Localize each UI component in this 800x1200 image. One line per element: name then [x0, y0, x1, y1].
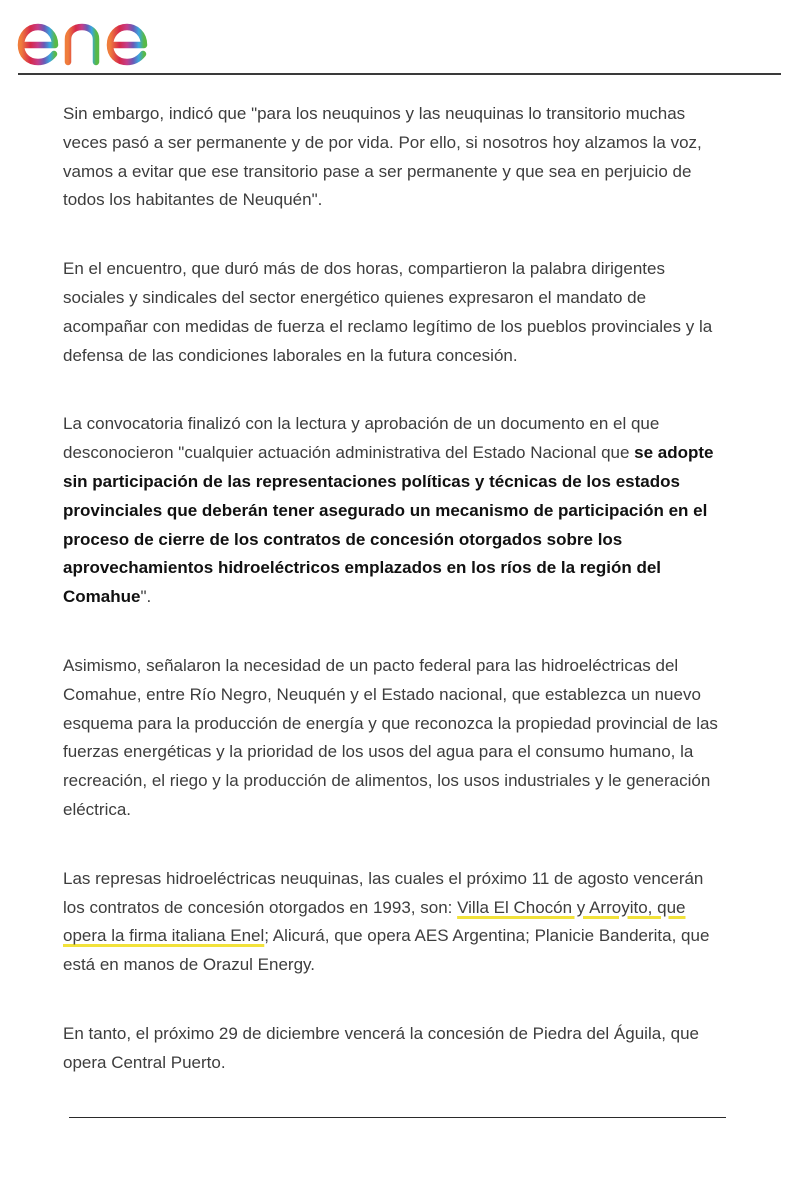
paragraph-3-intro: La convocatoria finalizó con la lectura y aprobación de un documento en el que desconocieron "cualquier actuación administrativa del Estado Nacional que [63, 414, 660, 463]
enel-logo [16, 2, 186, 68]
paragraph-4: Asimismo, señalaron la necesidad de un pacto federal para las hidroeléctricas del Comahue, entre Río Negro, Neuquén y el Estado nacional, que establezca un nuevo esquema para la producción de energía y que reconozca la propiedad provincial de las fuerzas energéticas y la prioridad de los usos del agua para el consumo humano, la recreación, el riego y la producción de alimentos, los usos industriales y le generación eléctrica. [63, 655, 718, 819]
paragraph-3-bold-quote: se adopte sin participación de las representaciones políticas y técnicas de los estados provinciales que deberán tener asegurado un mecanismo de participación en el proceso de cierre de los contratos de concesión otorgados sobre los aprovechamientos hidroeléctricos emplazados en los ríos de la región del Comahue [63, 443, 714, 607]
paragraph-5-rest: ; Alicurá, que opera AES Argentina; Planicie Banderita, que está en manos de Orazul Energy. [63, 926, 710, 975]
paragraph-6: En tanto, el próximo 29 de diciembre vencerá la concesión de Piedra del Águila, que opera Central Puerto. [63, 1023, 699, 1072]
header-divider [18, 73, 781, 75]
paragraph-3-closing: ". [140, 587, 152, 607]
footer-divider [69, 1117, 726, 1118]
highlighted-enel-dams: Villa El Chocón y Arroyito, que opera la firma italiana Enel [63, 897, 686, 946]
paragraph-5-intro: Las represas hidroeléctricas neuquinas, las cuales el próximo 11 de agosto vencerán los contratos de concesión otorgados en 1993, son: [63, 868, 704, 917]
paragraph-5 [63, 865, 723, 980]
page-header [0, 0, 800, 76]
paragraph-1: Sin embargo, indicó que "para los neuquinos y las neuquinas lo transitorio muchas veces pasó a ser permanente y de por vida. Por ello, si nosotros hoy alzamos la voz, vamos a evitar que ese transitorio pase a ser permanente y que sea en perjuicio de todos los habitantes de Neuquén". [63, 104, 702, 210]
paragraph-2: En el encuentro, que duró más de dos horas, compartieron la palabra dirigentes sociales y sindicales del sector energético quienes expresaron el mandato de acompañar con medidas de fuerza el reclamo legítimo de los pueblos provinciales y la defensa de las condiciones laborales en la futura concesión. [63, 259, 713, 365]
article-body [63, 100, 723, 1078]
paragraph-3 [63, 410, 723, 612]
